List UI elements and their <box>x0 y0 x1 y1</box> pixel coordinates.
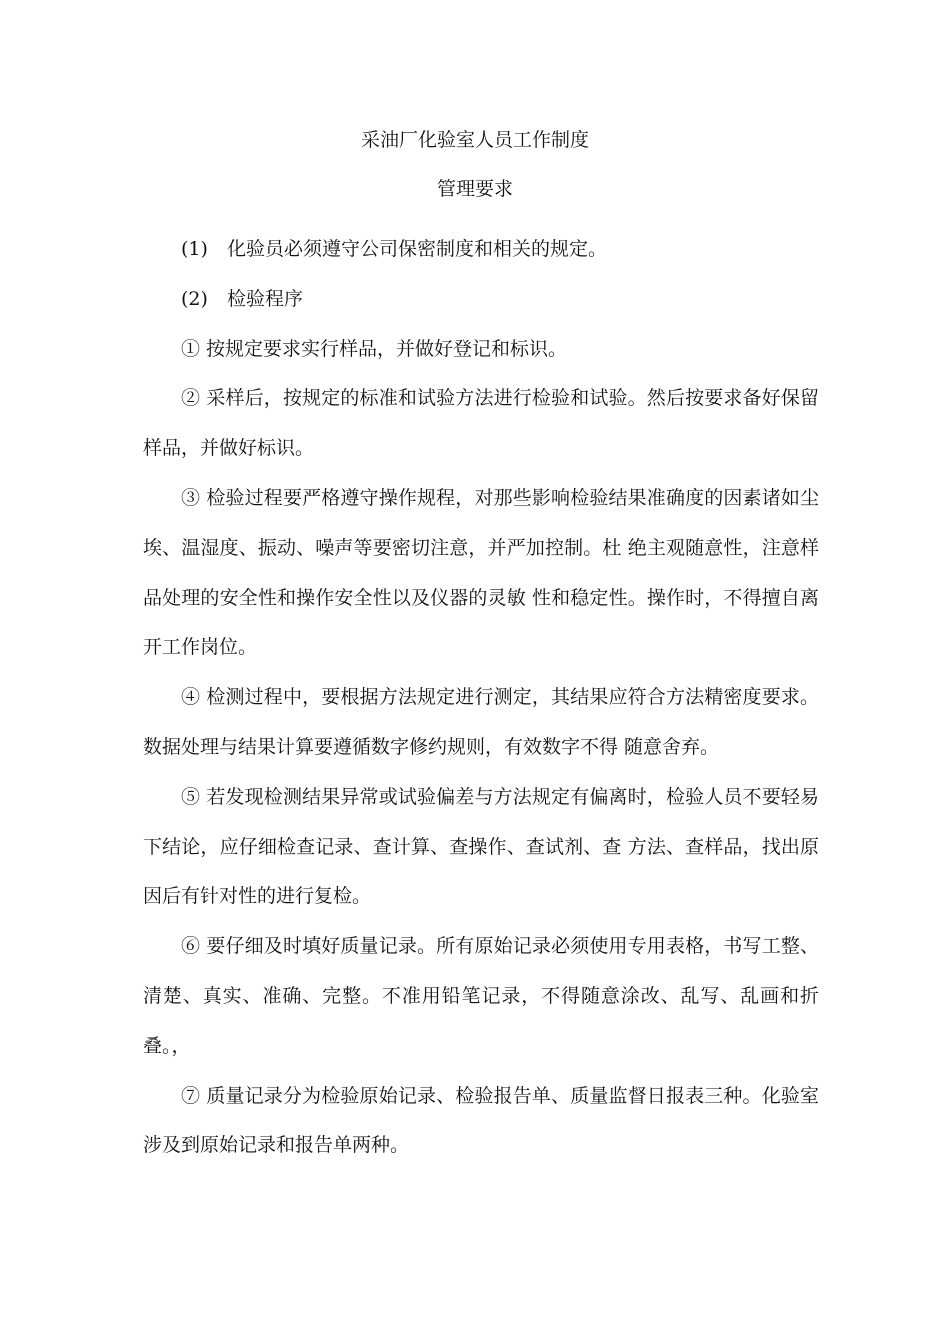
document-body <box>143 225 819 1171</box>
paragraph-4: ④ 检测过程中，要根据方法规定进行测定，其结果应符合方法精密度要求。数据处理与结果计算要遵循数字修约规则，有效数字不得 随意舍弃。 <box>143 686 819 758</box>
item-number: (1) <box>181 238 208 260</box>
paragraph-1: ① 按规定要求实行样品，并做好登记和标识。 <box>181 337 568 360</box>
item-text: 化验员必须遵守公司保密制度和相关的规定。 <box>227 238 608 260</box>
paragraph-7: ⑦ 质量记录分为检验原始记录、检验报告单、质量监督日报表三种。化验室涉及到原始记录和报告单两种。 <box>143 1084 819 1157</box>
item-number: (2) <box>181 287 208 310</box>
document-subtitle: 管理要求 <box>436 178 513 200</box>
numbered-item-2 <box>143 275 819 325</box>
paragraph-5: ⑤ 若发现检测结果异常或试验偏差与方法规定有偏离时，检验人员不要轻易下结论，应仔细检查记录、查计算、查操作、查试剂、查 方法、查样品，找出原因后有针对性的进行复检。 <box>143 785 819 908</box>
document-title: 采油厂化验室人员工作制度 <box>360 129 589 151</box>
paragraph-3: ③ 检验过程要严格遵守操作规程，对那些影响检验结果准确度的因素诸如尘埃、温湿度、振动、噪声等要密切注意，并严加控制。杜 绝主观随意性，注意样品处理的安全性和操作安全性以及仪器的灵敏 性和稳定性。操作时，不得擅自离开工作岗位。 <box>143 486 819 659</box>
paragraph-2: ② 采样后，按规定的标准和试验方法进行检验和试验。然后按要求备好保留样品，并做好标识。 <box>143 387 819 460</box>
numbered-item-1 <box>143 225 819 275</box>
item-text: 检验程序 <box>227 287 304 310</box>
paragraph-6: ⑥ 要仔细及时填好质量记录。所有原始记录必须使用专用表格，书写工整、清楚、真实、准确、完整。不准用铅笔记录，不得随意涂改、乱写、乱画和折叠。， <box>143 935 819 1057</box>
